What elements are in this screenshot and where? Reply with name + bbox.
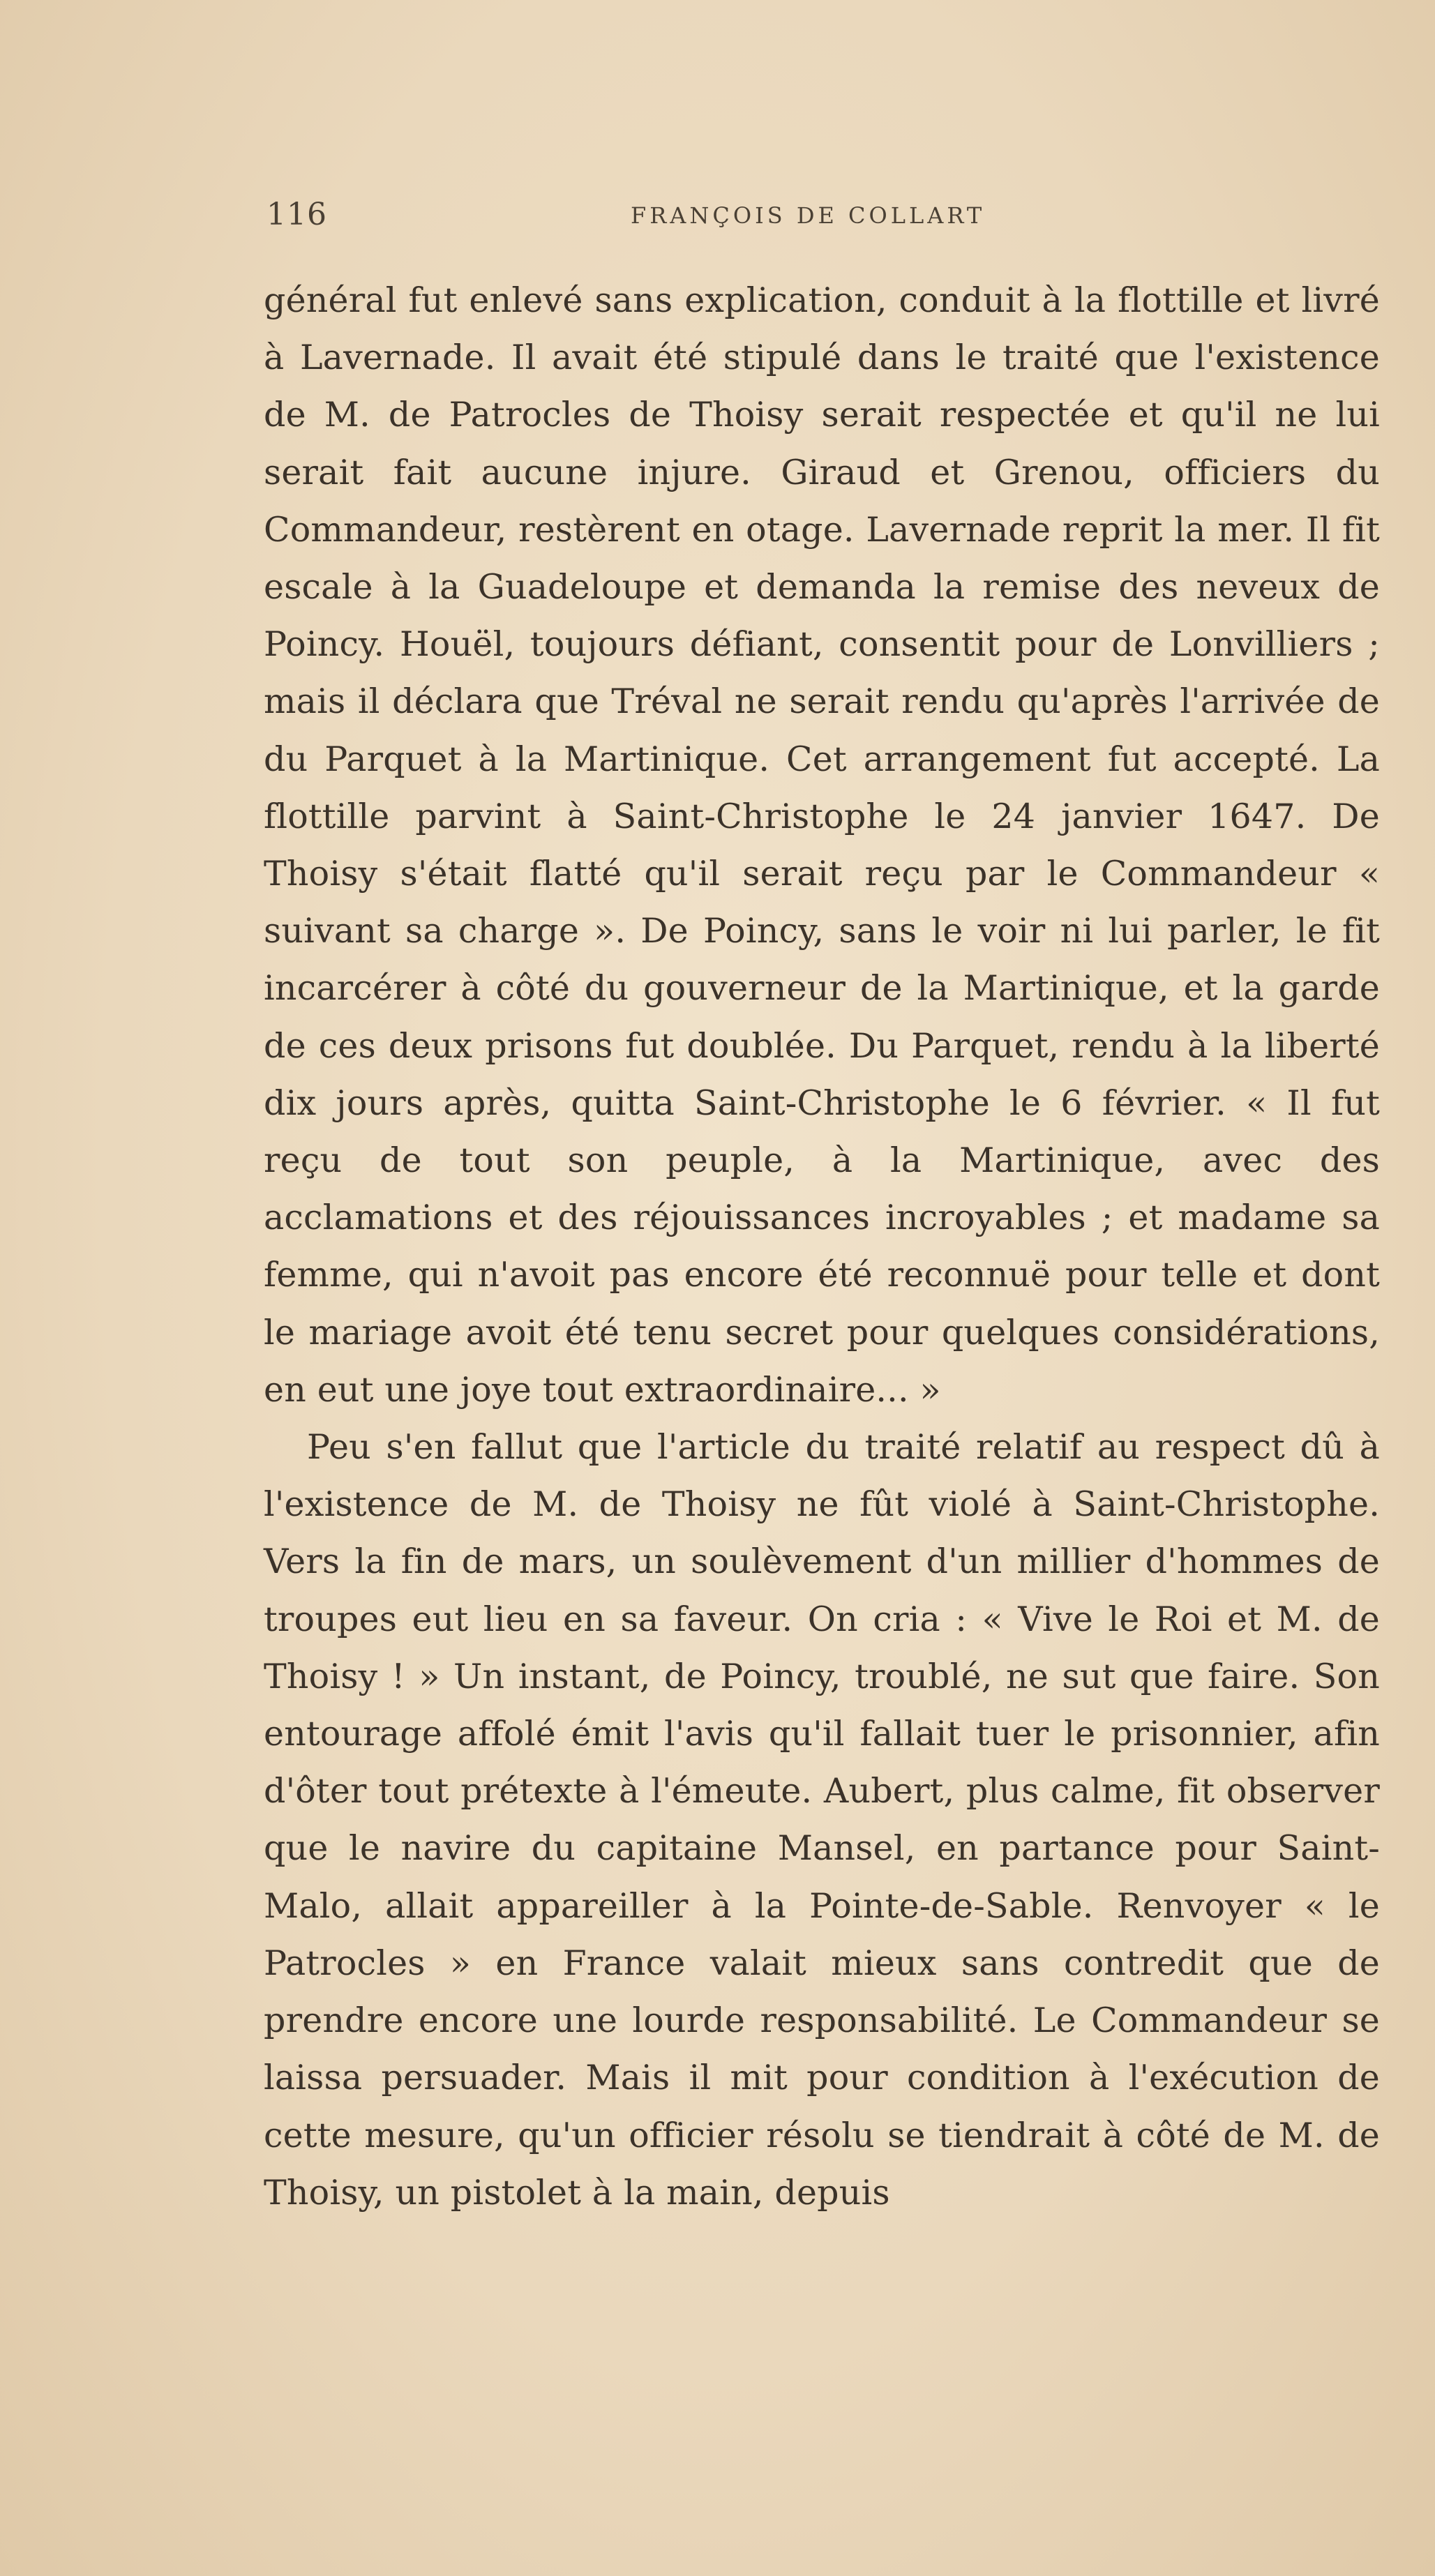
page-number: 116	[266, 197, 327, 232]
paragraph-1: général fut enlevé sans explication, conduit à la flottille et livré à Lavernade. Il avait été stipulé dans le traité que l'existence de M. de Patrocles de Thoisy serait respectée et qu'il ne lui serait fait aucune injure. Giraud et Grenou, officiers du Commandeur, restèrent en otage. Lavernade reprit la mer. Il fit escale à la Guadeloupe et demanda la remise des neveux de Poincy. Houël, toujours défiant, consentit pour de Lonvilliers ; mais il déclara que Tréval ne serait rendu qu'après l'arrivée de du Parquet à la Martinique. Cet arrangement fut accepté. La flottille parvint à Saint-Christophe le 24 janvier 1647. De Thoisy s'était flatté qu'il serait reçu par le Commandeur « suivant sa charge ». De Poincy, sans le voir ni lui parler, le fit incarcérer à côté du gouverneur de la Martinique, et la garde de ces deux prisons fut doublée. Du Parquet, rendu à la liberté dix jours après, quitta Saint-Christophe le 6 février. « Il fut reçu de tout son peuple, à la Martinique, avec des acclamations et des réjouissances incroyables ; et madame sa femme, qui n'avoit pas encore été reconnuë pour telle et dont le mariage avoit été tenu secret pour quelques considérations, en eut une joye tout extraordinaire... »	[264, 280, 1380, 1410]
page-header	[266, 197, 1383, 239]
body-text	[264, 272, 1380, 2222]
paragraph-2: Peu s'en fallut que l'article du traité relatif au respect dû à l'existence de M. de Thoisy ne fût violé à Saint-Christophe. Vers la fin de mars, un soulèvement d'un millier d'hommes de troupes eut lieu en sa faveur. On cria : « Vive le Roi et M. de Thoisy ! » Un instant, de Poincy, troublé, ne sut que faire. Son entourage affolé émit l'avis qu'il fallait tuer le prisonnier, afin d'ôter tout prétexte à l'émeute. Aubert, plus calme, fit observer que le navire du capitaine Mansel, en partance pour Saint-Malo, allait appareiller à la Pointe-de-Sable. Renvoyer « le Patrocles » en France valait mieux sans contredit que de prendre encore une lourde responsabilité. Le Commandeur se laissa persuader. Mais il mit pour condition à l'exécution de cette mesure, qu'un officier résolu se tiendrait à côté de M. de Thoisy, un pistolet à la main, depuis	[264, 1427, 1380, 2213]
running-title: FRANÇOIS DE COLLART	[631, 202, 986, 229]
